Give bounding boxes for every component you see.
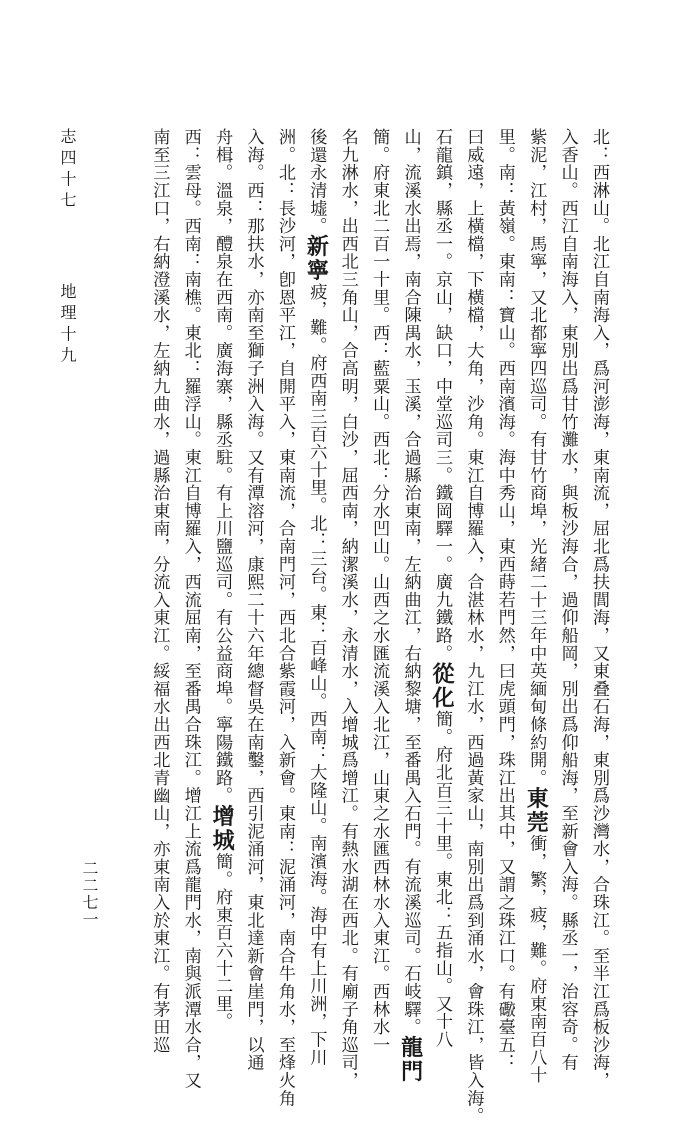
column-text: 里。南：黃嶺。東南：寶山。西南濱海。海中秀山，東西蒔若門然，曰虎頭門，珠江出其中，又謂之珠江口。有礮臺五：	[494, 128, 515, 1072]
text-column	[300, 128, 331, 1067]
column-text: 舟楫。溫泉，醴泉在西南。廣海寨，縣丞駐。有上川鹽巡司。有公益商埠。寧陽鐵路。	[212, 128, 233, 805]
text-column	[331, 128, 362, 1090]
column-text: 疲，難。府西南三百六十里。北：三台。東：百峰山。西南：大隆山。南濱海。海中有上川洲，下川	[306, 282, 327, 1067]
column-text: 北：西淋山。北江自南海入，爲河澎海，東南流，屈北爲扶閭海，又東叠石海，東別爲沙灣水，合珠江。至半江爲板沙海，	[589, 128, 609, 1090]
text-column	[551, 128, 582, 1072]
text-column	[206, 128, 237, 1031]
county-heading: 龍門	[397, 1035, 424, 1084]
text-column	[457, 128, 488, 1125]
county-heading: 東莞	[523, 786, 550, 835]
text-column	[269, 128, 300, 1107]
county-heading: 新寧	[303, 234, 330, 283]
column-text: 曰威遠，上橫檔，下橫檔，大角，沙角。東江自博羅入，合湛林水，九江水，西過黃家山，南別出爲到涌水，會珠江，皆入海。	[463, 128, 484, 1125]
column-text: 簡。府東北二百一十里。西：藍粟山。西北：分水凹山。山西之水匯流溪入北江，山東之水匯西林水入東江。西林水一	[369, 128, 390, 1054]
text-column	[583, 128, 614, 1090]
text-column	[394, 128, 425, 1084]
county-heading: 從化	[428, 662, 455, 710]
footer-volume-label: 志 四 十 七	[58, 128, 77, 208]
column-text: 簡。府東百六十二里。	[212, 852, 233, 1031]
text-column	[174, 128, 205, 1090]
footer-section-label: 地 理 十 九	[58, 283, 77, 363]
column-text: 入海。西：那扶水，亦南至獅子洲入海。又有潭溶河，康熙二十六年總督吳在南鑿，西引泥涌河，東北達新會崖門，以通	[243, 128, 264, 1072]
column-text: 山，流溪水出焉，南合陳禺水，玉溪，合過縣治東南，左納曲江，右納黎塘，至番禺入石門。有流溪巡司。石岐驛。	[400, 128, 421, 1036]
text-column	[363, 128, 394, 1054]
column-text: 南至三江口，右納澄溪水，左納九曲水，過縣治東南，分流入東江。綏福水出西北青幽山，亦東南入於東江。有茅田巡	[149, 128, 170, 1054]
text-column	[488, 128, 519, 1072]
column-text: 入香山。西江自南海入，東別出爲甘竹灘水，與板沙海合，過仰船岡，別出爲仰船海，至新會入海。縣丞一，治容奇。有	[557, 128, 578, 1072]
main-text-columns	[112, 128, 614, 1125]
column-text: 紫泥，江村，馬寧，又北都寧四巡司。有甘竹商埠，光緒二十三年中英緬甸條約開。	[526, 128, 547, 787]
text-column	[237, 128, 268, 1072]
text-column	[426, 128, 457, 1049]
page-number: 二二七一	[80, 860, 99, 928]
text-column	[520, 128, 551, 1084]
column-text: 簡。府北百三十里。東北：五指山。又十八	[431, 710, 452, 1049]
county-heading: 增城	[209, 804, 236, 853]
column-text: 西：雲母。西南：南樵。東北：羅浮山。東江自博羅入，西流屈南，至番禺合珠江。增江上流爲龍門水，南與派潭水合，又	[180, 128, 201, 1090]
text-column	[143, 128, 174, 1054]
column-text: 洲。北：長沙河，卽恩平江，自開平入，東南流，合南門河，西北合紫霞河，入新會。東南：泥涌河，南合牛角水，至烽火角	[274, 128, 295, 1107]
column-text: 衝，繁，疲，難。府東南百八十	[526, 834, 547, 1084]
column-text: 名九淋水，出西北三角山，合高明，白沙，屈西南，納潔溪水，永清水，入增城爲增江。有熱水湖在西北。有廟子角巡司，	[337, 128, 358, 1090]
column-text: 後還永清墟。	[306, 128, 327, 235]
column-text: 石龍鎮，縣丞一。京山，缺口，中堂巡司三。鐵岡驛一。廣九鐵路。	[431, 128, 452, 662]
